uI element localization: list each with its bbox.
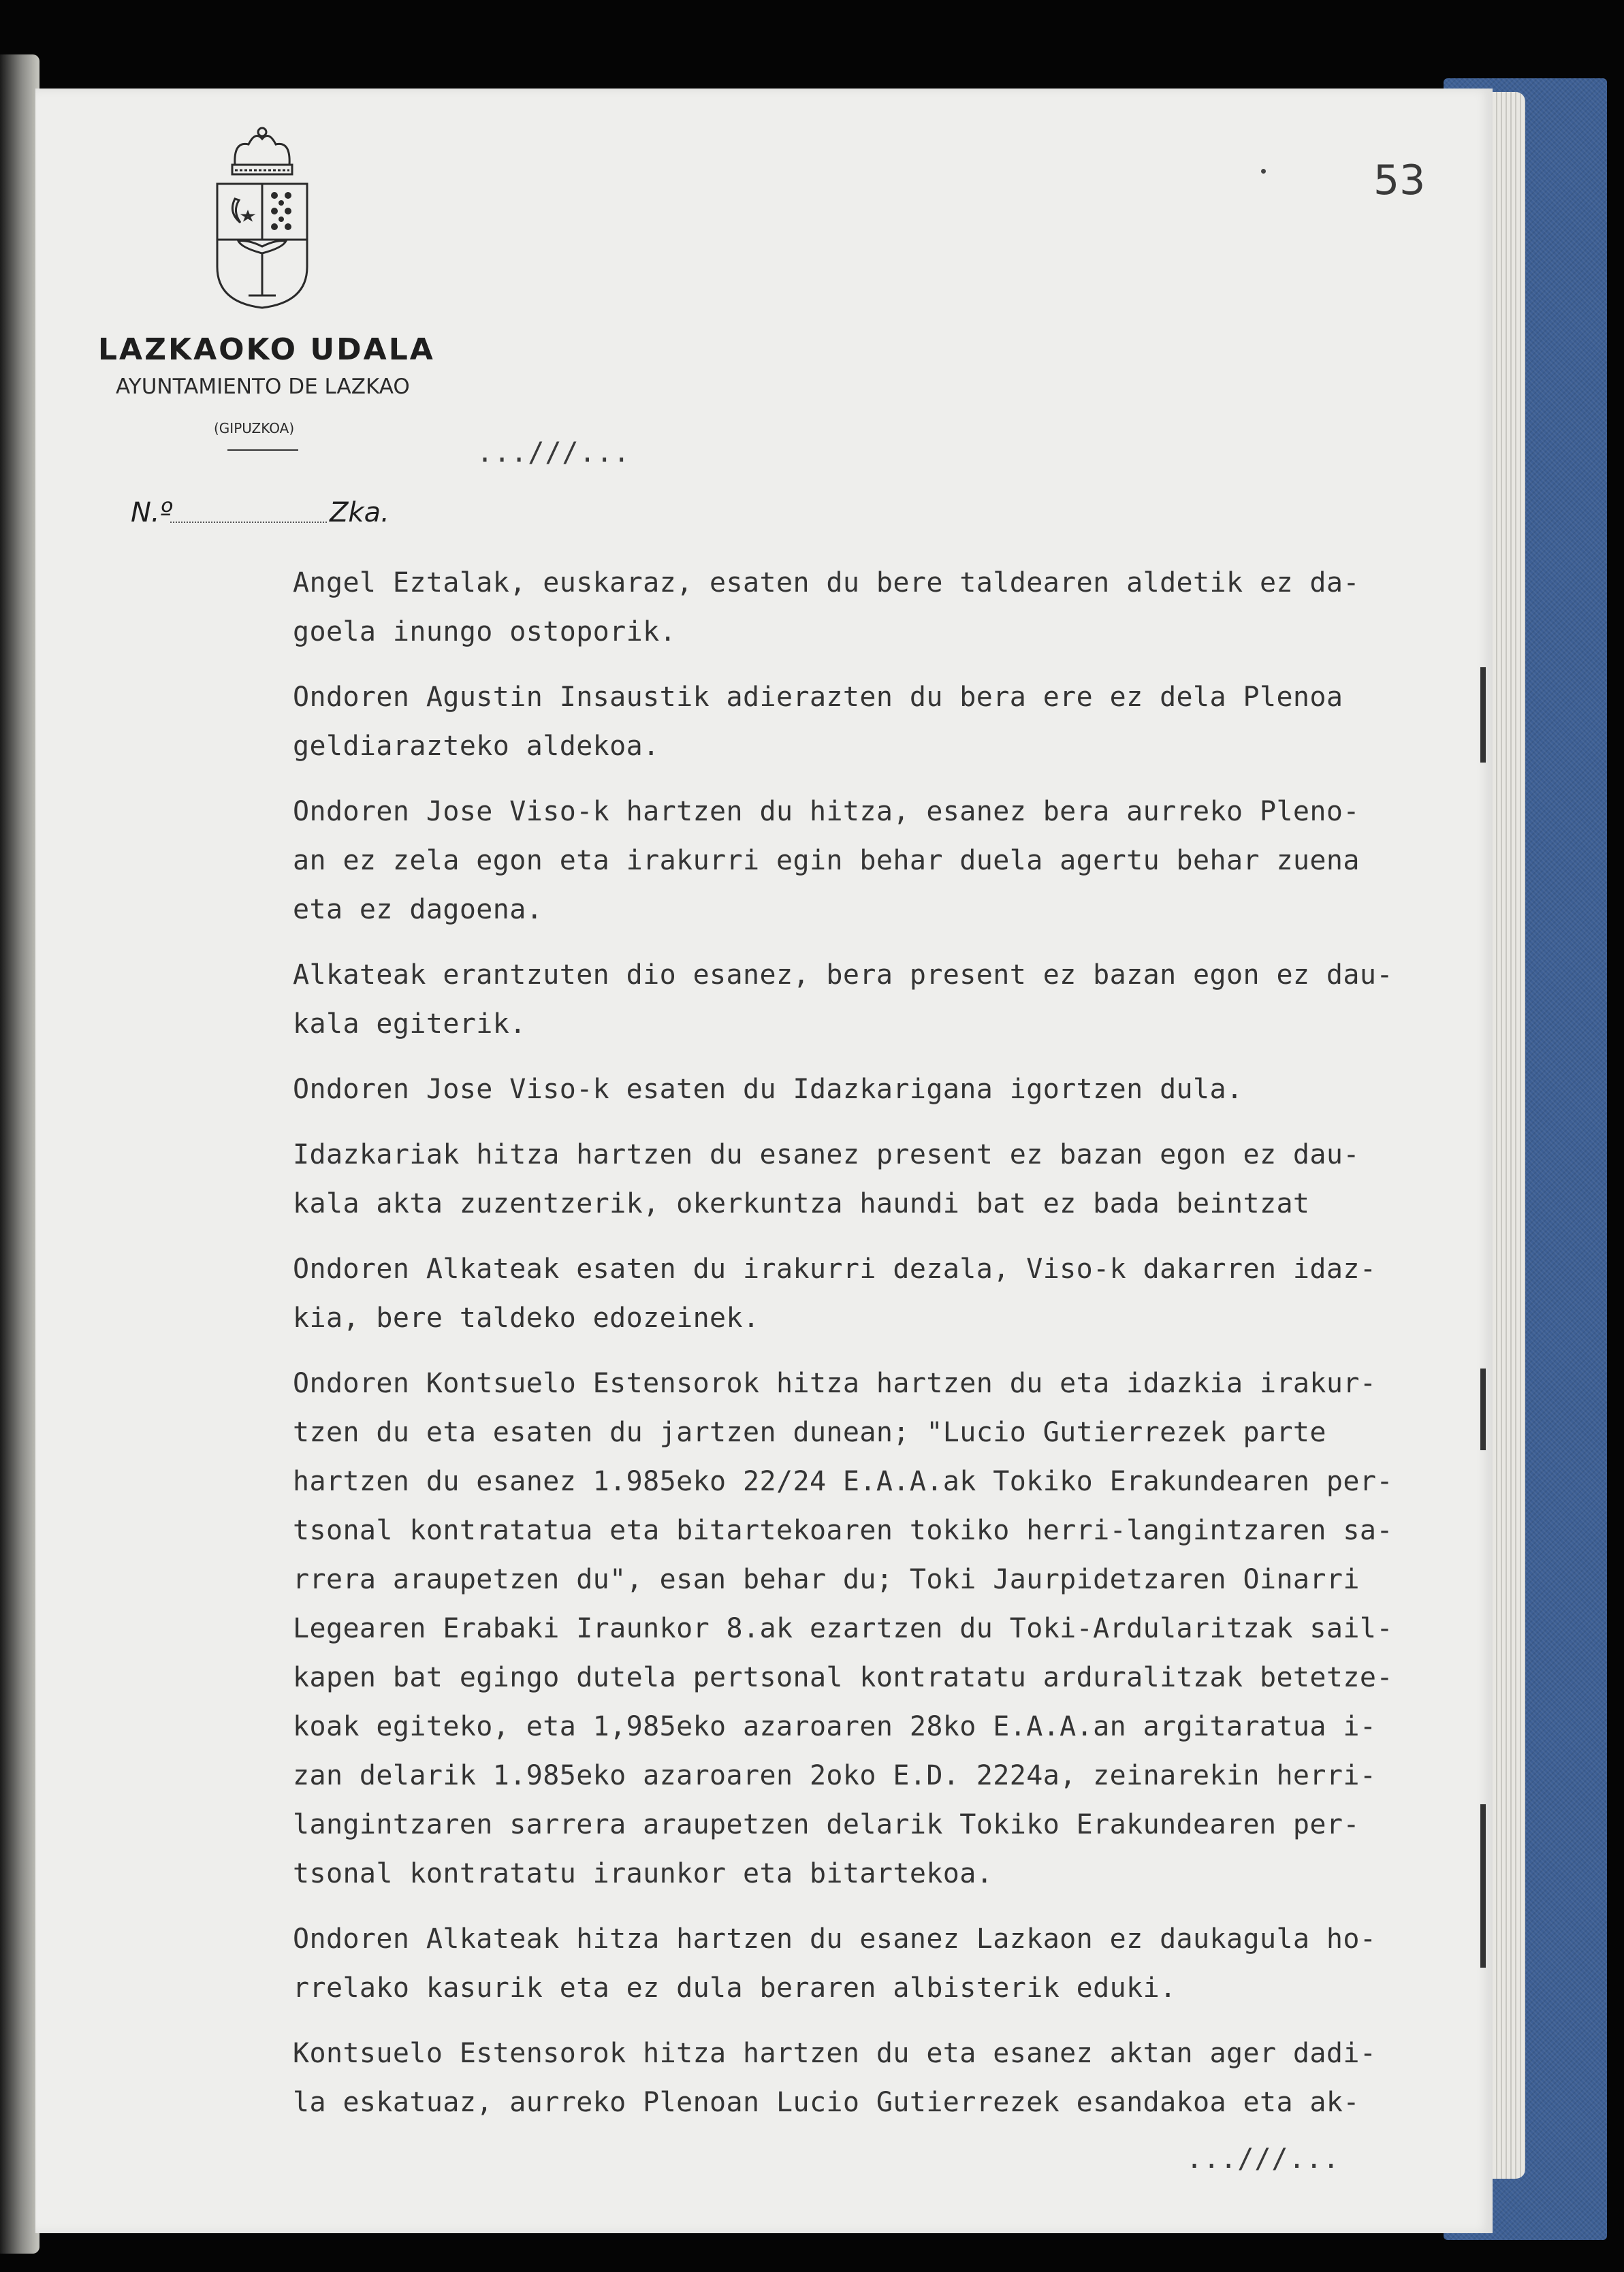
text-line: Ondoren Kontsuelo Estensorok hitza hartzen du eta idazkia irakur-	[293, 1368, 1377, 1399]
text-line: Ondoren Agustin Insaustik adierazten du bera ere ez dela Plenoa	[293, 682, 1343, 713]
margin-rule	[1480, 1804, 1486, 1968]
text-line: kala akta zuzentzerik, okerkuntza haundi bat ez bada beintzat	[293, 1188, 1310, 1219]
municipality-name: LAZKAOKO UDALA	[98, 332, 435, 367]
margin-rule	[1480, 1369, 1486, 1450]
text-line: tsonal kontratatua eta bitartekoaren tokiko herri-langintzaren sa-	[293, 1515, 1393, 1546]
margin-dot	[1261, 169, 1266, 174]
paragraph	[293, 950, 1505, 1049]
text-line: geldiarazteko aldekoa.	[293, 731, 660, 762]
page-number: 53	[1373, 157, 1426, 204]
text-line: zan delarik 1.985eko azaroaren 2oko E.D. 2224a, zeinarekin herri-	[293, 1760, 1377, 1791]
continuation-mark-top: ...///...	[477, 437, 631, 468]
text-line: la eskatuaz, aurreko Plenoan Lucio Gutierrezek esandakoa eta ak-	[293, 2087, 1360, 2118]
text-line: rrelako kasurik eta ez dula beraren albisterik eduki.	[293, 1972, 1177, 2004]
text-line: koak egiteko, eta 1,985eko azaroaren 28ko E.A.A.an argitaratua i-	[293, 1711, 1377, 1742]
paragraph	[293, 1245, 1505, 1343]
document-page	[35, 89, 1493, 2233]
paragraph	[293, 2029, 1505, 2127]
paragraph	[293, 787, 1505, 934]
text-line: Angel Eztalak, euskaraz, esaten du bere taldearen aldetik ez da-	[293, 567, 1360, 598]
minutes-body	[293, 558, 1505, 2143]
text-line: Ondoren Alkateak esaten du irakurri dezala, Viso-k dakarren idaz-	[293, 1253, 1377, 1285]
text-line: langintzaren sarrera araupetzen delarik Tokiko Erakundearen per-	[293, 1809, 1360, 1840]
text-line: an ez zela egon eta irakurri egin behar duela agertu behar zuena	[293, 845, 1360, 876]
paragraph	[293, 1915, 1505, 2013]
text-line: tzen du eta esaten du jartzen dunean; "Lucio Gutierrezek parte	[293, 1417, 1326, 1448]
text-line: kapen bat egingo dutela pertsonal kontratatu arduralitzak betetze-	[293, 1662, 1393, 1693]
number-label: N.º	[131, 497, 173, 528]
paragraph	[293, 558, 1505, 656]
text-line: tsonal kontratatu iraunkor eta bitartekoa.	[293, 1858, 993, 1889]
text-line: rrera araupetzen du", esan behar du; Toki Jaurpidetzaren Oinarri	[293, 1564, 1360, 1595]
book-binding	[0, 54, 39, 2254]
margin-rule	[1480, 667, 1486, 763]
province-label: (GIPUZKOA)	[214, 420, 295, 436]
paragraph	[293, 1359, 1505, 1898]
paragraph	[293, 673, 1505, 771]
text-line: Alkateak erantzuten dio esanez, bera present ez bazan egon ez dau-	[293, 959, 1393, 991]
paragraph	[293, 1130, 1505, 1228]
continuation-mark-bottom: ...///...	[1186, 2143, 1340, 2175]
municipality-subtitle: AYUNTAMIENTO DE LAZKAO	[116, 374, 410, 399]
text-line: Ondoren Jose Viso-k esaten du Idazkarigana igortzen dula.	[293, 1074, 1243, 1105]
zka-label: Zka.	[330, 497, 389, 528]
paragraph	[293, 1065, 1505, 1114]
letterhead-rule	[227, 449, 298, 451]
text-line: kia, bere taldeko edozeinek.	[293, 1302, 760, 1334]
text-line: eta ez dagoena.	[293, 894, 543, 925]
text-line: Legearen Erabaki Iraunkor 8.ak ezartzen du Toki-Ardularitzak sail-	[293, 1613, 1393, 1644]
text-line: Ondoren Alkateak hitza hartzen du esanez Lazkaon ez daukagula ho-	[293, 1923, 1377, 1955]
text-line: kala egiterik.	[293, 1008, 526, 1040]
text-line: hartzen du esanez 1.985eko 22/24 E.A.A.ak Tokiko Erakundearen per-	[293, 1466, 1393, 1497]
text-line: goela inungo ostoporik.	[293, 616, 677, 647]
text-line: Idazkariak hitza hartzen du esanez present ez bazan egon ez dau-	[293, 1139, 1360, 1170]
number-field-line	[170, 522, 327, 523]
text-line: Kontsuelo Estensorok hitza hartzen du eta esanez aktan ager dadi-	[293, 2038, 1377, 2069]
coat-of-arms-icon	[208, 124, 317, 313]
text-line: Ondoren Jose Viso-k hartzen du hitza, esanez bera aurreko Pleno-	[293, 796, 1360, 827]
